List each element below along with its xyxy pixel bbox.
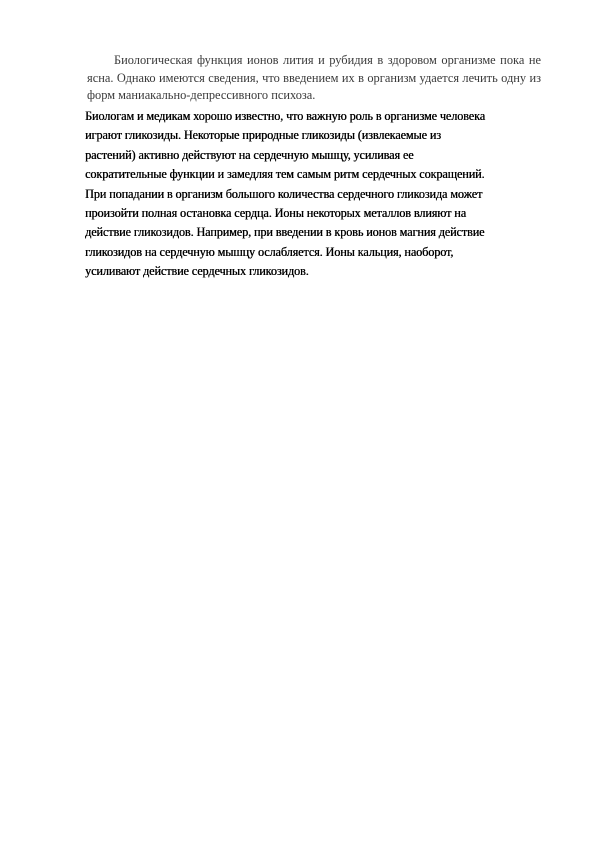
paragraph-lithium-rubidium: Биологическая функция ионов лития и рубидия в здоровом организме пока не ясна. Однако имеются сведения, что введением их в организм удается лечить одну из форм маниакально-депрессивного психоза. <box>87 53 541 102</box>
text-line: играют гликозиды. Некоторые природные гликозиды (извлекаемые из <box>85 128 441 143</box>
paragraph-glycosides <box>85 107 535 282</box>
text-line: произойти полная остановка сердца. Ионы некоторых металлов влияют на <box>85 206 466 221</box>
text-line: гликозидов на сердечную мышцу ослабляется. Ионы кальция, наоборот, <box>85 244 454 259</box>
text-line: Биологам и медикам хорошо известно, что важную роль в организме человека <box>85 109 485 123</box>
text-line: При попадании в организм большого количества сердечного гликозида может <box>85 186 483 201</box>
text-line: усиливают действие сердечных гликозидов. <box>85 264 309 279</box>
text-line: сократительные функции и замедляя тем самым ритм сердечных сокращений. <box>85 167 485 182</box>
text-line: растений) активно действуют на сердечную мышцу, усиливая ее <box>85 147 414 162</box>
text-line: действие гликозидов. Например, при введении в кровь ионов магния действие <box>85 225 485 240</box>
